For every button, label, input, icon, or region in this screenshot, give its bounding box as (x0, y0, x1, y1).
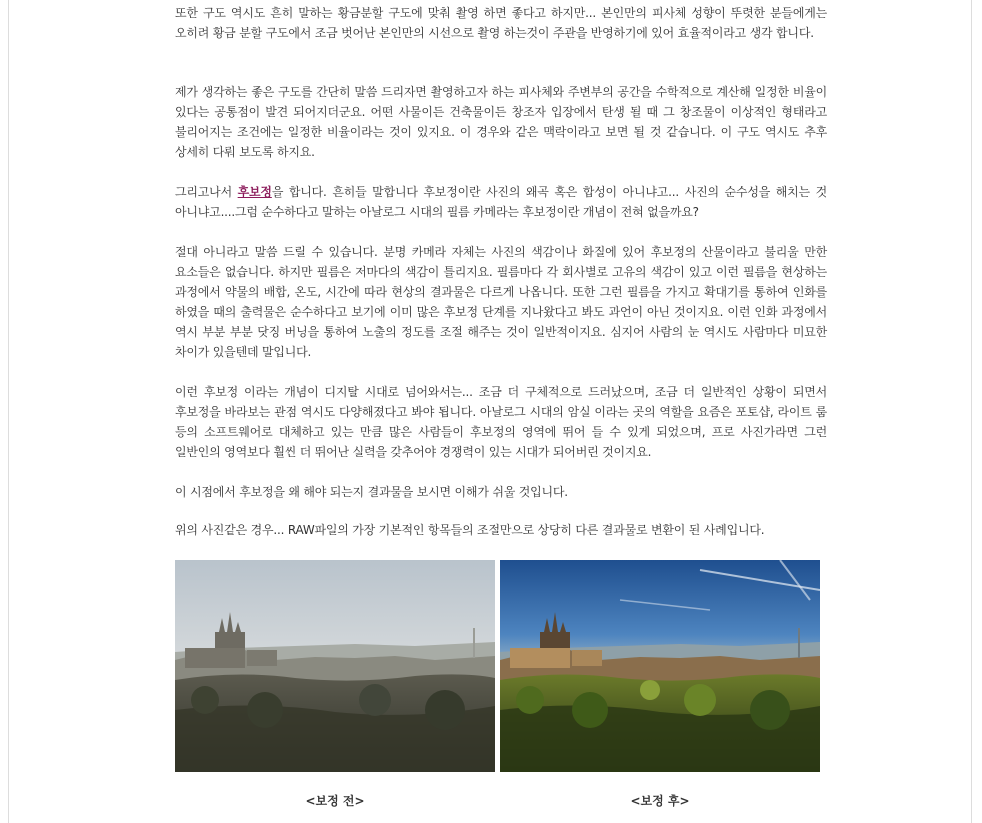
paragraph-composition: 또한 구도 역시도 흔히 말하는 황금분할 구도에 맞춰 촬영 하면 좋다고 하지만... 본인만의 피사체 성향이 뚜렷한 분들에게는 오히려 황금 분할 구도에서 조금 벗어난 본인만의 시선으로 촬영 하는것이 주관을 반영하기에 있어 효율적이라고 생각 합니다. (175, 6, 827, 40)
paragraph-film-analog: 절대 아니라고 말씀 드릴 수 있습니다. 분명 카메라 자체는 사진의 색감이나 화질에 있어 후보정의 산물이라고 불리울 만한 요소들은 없습니다. 하지만 필름은 저마다의 색감이 틀리지요. 필름마다 각 회사별로 고유의 색감이 있고 이런 필름을 현상하는 과정에서 약물의 배합, 온도, 시간에 따라 현상의 결과물은 다르게 나옵니다. 또한 그런 필름을 가지고 확대기를 통하여 인화를 하였을 때의 출력물은 순수하다고 보기에 이미 많은 후보정 단계를 지나왔다고 봐도 과언이 아닌 것이지요. 이런 인화 과정에서 역시 부분 부분 닷징 버닝을 통하여 노출의 정도를 조절 해주는 것이 일반적이지요. 심지어 사람의 눈 역시도 사람마다 미묘한 차이가 있을텐데 말입니다. (175, 245, 827, 359)
paragraph-post-processing-intro (175, 182, 827, 222)
landscape-before-image (175, 560, 495, 772)
keyword-link-post-processing[interactable]: 후보정 (237, 185, 272, 199)
paragraph-text-rest: 을 합니다. 흔히들 말합니다 후보정이란 사진의 왜곡 혹은 합성이 아니냐고... 사진의 순수성을 해치는 것 아니냐고....그럼 순수하다고 말하는 아날로그 시대의 필름 카메라는 후보정이란 개념이 전혀 없을까요? (175, 185, 828, 219)
content-frame (8, 0, 972, 823)
paragraph-why-post: 이 시점에서 후보정을 왜 해야 되는지 결과물을 보시면 이해가 쉬울 것입니다. (175, 485, 568, 499)
landscape-after-image (500, 560, 820, 772)
paragraph-good-composition: 제가 생각하는 좋은 구도를 간단히 말씀 드리자면 촬영하고자 하는 피사체와 주변부의 공간을 수학적으로 계산해 일정한 비율이 있다는 공통점이 발견 되어지더군요. 어떤 사물이든 건축물이든 창조자 입장에서 탄생 될 때 그 창조물이 이상적인 형태라고 불리어지는 조건에는 일정한 비율이라는 것이 있지요. 이 경우와 같은 맥락이라고 보면 될 것 같습니다. 이 구도 역시도 추후 상세히 다뤄 보도록 하지요. (175, 85, 827, 159)
caption-before-edit: <보정 전> (305, 794, 365, 808)
paragraph-digital-era: 이런 후보정 이라는 개념이 디지탈 시대로 넘어와서는... 조금 더 구체적으로 드러났으며, 조금 더 일반적인 상황이 되면서 후보정을 바라보는 관점 역시도 다양해졌다고 봐야 됩니다. 아날로그 시대의 암실 이라는 곳의 역할을 요즘은 포토샵, 라이트 룸 등의 소프트웨어로 대체하고 있는 만큼 많은 사람들이 후보정의 영역에 뛰어 들 수 있게 되었으며, 프로 사진가라면 그런 일반인의 영역보다 훨씬 더 뛰어난 실력을 갖추어야 경쟁력이 있는 시대가 되어버린 것이지요. (175, 385, 827, 459)
paragraph-raw-example: 위의 사진같은 경우... RAW파일의 가장 기본적인 항목들의 조절만으로 상당히 다른 결과물로 변환이 된 사례입니다. (175, 523, 765, 537)
photo-before-edit[interactable] (175, 560, 495, 772)
paragraph-text-lead: 그리고나서 (175, 185, 238, 199)
caption-after-edit: <보정 후> (630, 794, 690, 808)
photo-after-edit[interactable] (500, 560, 820, 772)
